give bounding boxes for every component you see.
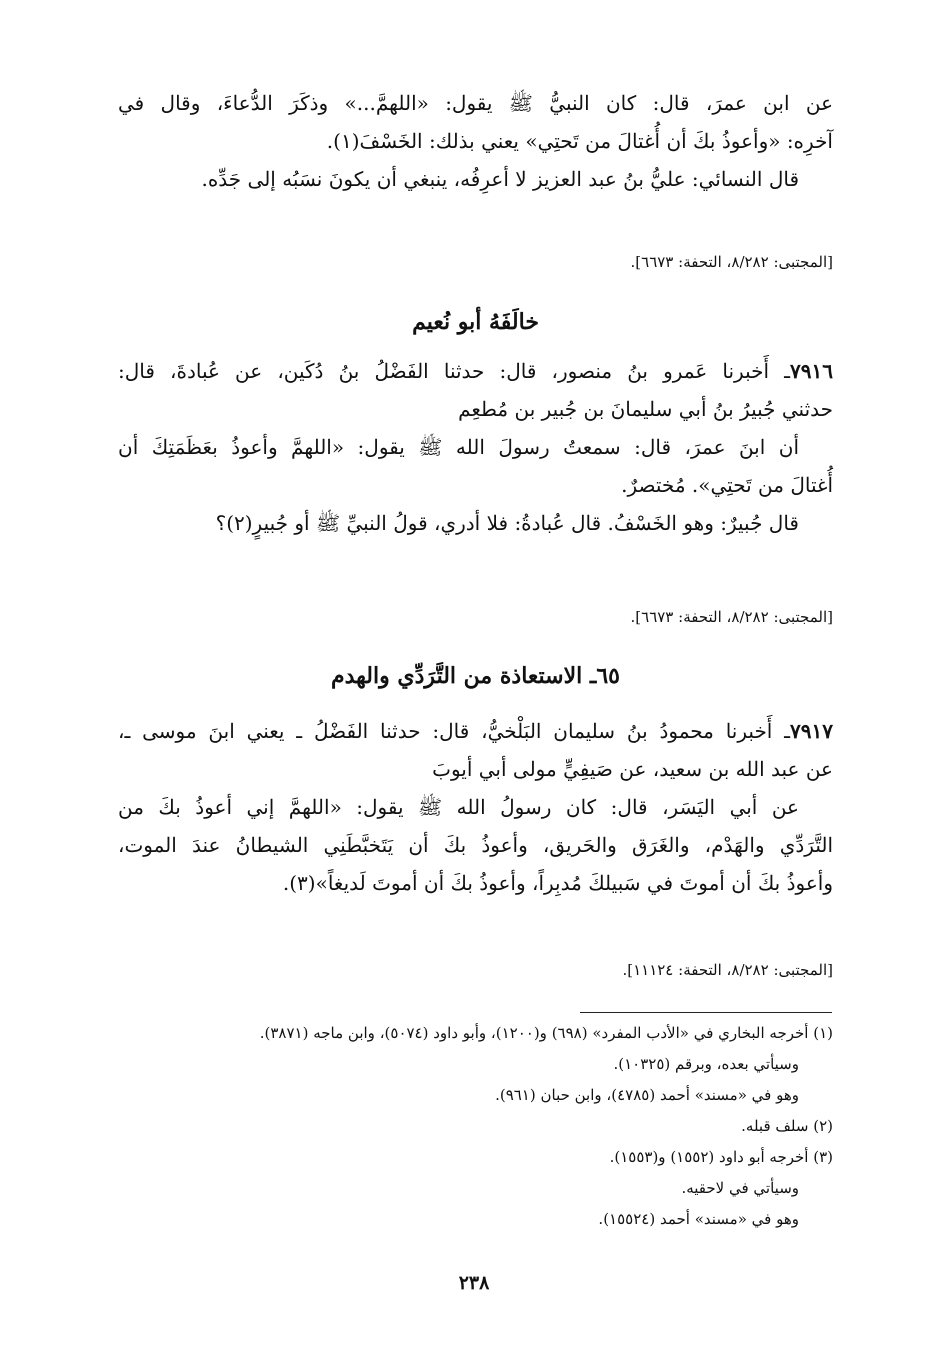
footnotes xyxy=(118,1018,833,1235)
footnote-line: وهو في «مسند» أحمد (٤٧٨٥)، وابن حبان (٩٦١). xyxy=(495,1086,799,1104)
reference-citation: [المجتبى: ٨/٢٨٢، التحفة: ١١١٢٤]. xyxy=(622,961,833,979)
text-line: أُغتالَ من تَحتِي». مُختصرٌ. xyxy=(621,473,833,497)
text-line: قال النسائي: عليُّ بنُ عبد العزيز لا أعرِفُه، ينبغي أن يكونَ نسَبُه إلى جَدِّه. xyxy=(201,167,799,191)
text-line: وأعوذُ بكَ أن أموتَ في سَبيلكَ مُدبِراً، وأعوذُ بكَ أن أموتَ لَديغاً»(٣). xyxy=(282,871,833,895)
text-line: عن أبي اليَسَر، قال: كان رسولُ الله ﷺ يقول: «اللهمَّ إني أعوذُ بكَ من xyxy=(118,795,799,819)
text-line: آخرِه: «وأعوذُ بكَ أن أُغتالَ من تَحتِي» يعني بذلك: الخَسْفَ(١). xyxy=(326,129,833,153)
chapter-heading: ٦٥ـ الاستعاذة من التَّرَدِّي والهدم xyxy=(331,663,620,689)
footnote-line: (٢) سلف قبله. xyxy=(741,1117,833,1135)
footnote-line: (١) أخرجه البخاري في «الأدب المفرد» (٦٩٨) و(١٢٠٠)، وأبو داود (٥٠٧٤)، وابن ماجه (٣٨٧١). xyxy=(259,1024,833,1042)
hadith-7916 xyxy=(118,352,833,542)
text-line: ٧٩١٧ـ أَخبرنا محمودُ بنُ سليمان البَلْخيُّ، قال: حدثنا الفَضْلُ ـ يعني ابنَ موسى ـ، xyxy=(118,719,833,743)
hadith-7917 xyxy=(118,712,833,902)
text-line: عن ابن عمرَ، قال: كان النبيُّ ﷺ يقول: «اللهمَّ...» وذكَرَ الدُّعاءَ، وقال في xyxy=(118,91,833,115)
hadith-continuation xyxy=(118,84,833,198)
text-line: عن عبد الله بن سعيد، عن صَيفِيٍّ مولى أبي أيوبَ xyxy=(432,757,833,781)
text-line: أن ابنَ عمرَ، قال: سمعتُ رسولَ الله ﷺ يقول: «اللهمَّ وأعوذُ بعَظَمَتِكَ أن xyxy=(118,435,799,459)
footnote-line: (٣) أخرجه أبو داود (١٥٥٢) و(١٥٥٣). xyxy=(609,1148,833,1166)
text-line: قال جُبيرٌ: وهو الخَسْفُ. قال عُبادةُ: فلا أدري، قولُ النبيِّ ﷺ أو جُبيرٍ(٢)؟ xyxy=(215,511,799,535)
hadith-number: ٧٩١٦ xyxy=(790,359,833,383)
text-line: التَّرَدِّي والهَدْم، والغَرَق والحَريق، وأعوذُ بكَ أن يَتَخبَّطَنِي الشيطانُ عندَ الموت، xyxy=(118,833,833,857)
reference-citation: [المجتبى: ٨/٢٨٢، التحفة: ٦٦٧٣]. xyxy=(630,253,833,271)
footnote-divider xyxy=(580,1012,832,1013)
reference-citation: [المجتبى: ٨/٢٨٢، التحفة: ٦٦٧٣]. xyxy=(630,608,833,626)
footnote-line: وهو في «مسند» أحمد (١٥٥٢٤). xyxy=(598,1210,799,1228)
text-line: حدثني جُبيرُ بنُ أبي سليمانَ بن جُبير بن مُطعِم xyxy=(458,397,833,421)
text-line: ٧٩١٦ـ أَخبرنا عَمرو بنُ منصور، قال: حدثنا الفَضْلُ بنُ دُكَين، عن عُبادةَ، قال: xyxy=(118,359,833,383)
page-number: ٢٣٨ xyxy=(458,1272,490,1294)
footnote-line: وسيأتي في لاحقيه. xyxy=(681,1179,799,1197)
section-heading: خالَفَهُ أبو نُعيم xyxy=(412,309,539,335)
footnote-line: وسيأتي بعده، وبرقم (١٠٣٢٥). xyxy=(613,1055,799,1073)
hadith-number: ٧٩١٧ xyxy=(790,719,833,743)
